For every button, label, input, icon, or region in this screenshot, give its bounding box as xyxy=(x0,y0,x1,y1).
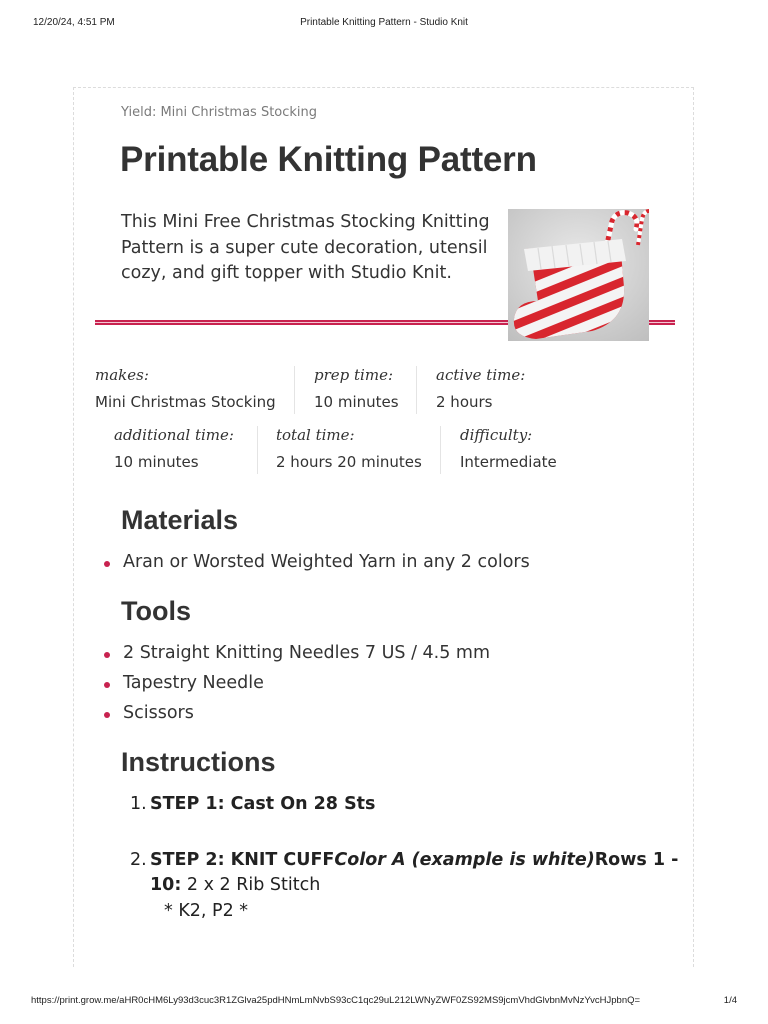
step-2-rows-end: 10: xyxy=(150,875,182,895)
step-1-text xyxy=(150,792,375,818)
additional-time-label: additional time: xyxy=(114,426,234,444)
list-item: Aran or Worsted Weighted Yarn in any 2 colors xyxy=(123,552,530,572)
bullet-icon xyxy=(104,561,110,567)
prep-time-value: 10 minutes xyxy=(314,393,399,411)
print-page-title: Printable Knitting Pattern - Studio Knit xyxy=(300,17,468,28)
makes-value: Mini Christmas Stocking xyxy=(95,393,276,411)
print-datetime: 12/20/24, 4:51 PM xyxy=(33,17,115,28)
meta-separator xyxy=(440,426,441,474)
meta-separator xyxy=(416,366,417,414)
additional-time-value: 10 minutes xyxy=(114,453,199,471)
list-item: Tapestry Needle xyxy=(123,673,264,693)
difficulty-label: difficulty: xyxy=(460,426,533,444)
makes-label: makes: xyxy=(95,366,149,384)
total-time-label: total time: xyxy=(276,426,355,444)
list-item: Scissors xyxy=(123,703,194,723)
stocking-photo xyxy=(508,209,649,341)
prep-time-label: prep time: xyxy=(314,366,393,384)
print-footer xyxy=(0,995,768,1009)
total-time-value: 2 hours 20 minutes xyxy=(276,453,422,471)
step-1-title: STEP 1: Cast On 28 Sts xyxy=(150,794,376,814)
bullet-icon xyxy=(104,682,110,688)
active-time-value: 2 hours xyxy=(436,393,493,411)
step-number: 2. xyxy=(130,850,147,870)
bullet-icon xyxy=(104,652,110,658)
difficulty-value: Intermediate xyxy=(460,453,557,471)
active-time-label: active time: xyxy=(436,366,526,384)
list-item: 2 Straight Knitting Needles 7 US / 4.5 mm xyxy=(123,643,491,663)
intro-text: This Mini Free Christmas Stocking Knitting Pattern is a super cute decoration, utensil cozy, and gift topper with Studio Knit. xyxy=(121,212,490,283)
step-2-color-note: Color A (example is white) xyxy=(334,850,595,870)
tools-heading: Tools xyxy=(121,596,191,626)
print-page-number: 1/4 xyxy=(723,995,737,1006)
step-2-pattern: * K2, P2 * xyxy=(164,901,249,921)
step-2-rows: Rows 1 - xyxy=(594,850,679,870)
stocking-image xyxy=(508,209,649,341)
meta-separator xyxy=(257,426,258,474)
print-url: https://print.grow.me/aHR0cHM6Ly93d3cuc3R1ZGlva25pdHNmLmNvbS93cC1qc29uL212LWNyZWF0ZS92MS9jcmVhdGlvbnMvNzYvcHJpbnQ= xyxy=(31,995,641,1006)
instructions-heading: Instructions xyxy=(121,747,276,777)
print-header xyxy=(0,17,768,31)
step-2-stitch: 2 x 2 Rib Stitch xyxy=(181,875,321,895)
materials-heading: Materials xyxy=(121,505,239,535)
bullet-icon xyxy=(104,712,110,718)
step-2-title: STEP 2: KNIT CUFF xyxy=(150,850,335,870)
step-2-line-1 xyxy=(150,848,679,874)
yield-text: Yield: Mini Christmas Stocking xyxy=(121,105,318,120)
meta-separator xyxy=(294,366,295,414)
page-title: Printable Knitting Pattern xyxy=(120,140,537,179)
step-2-line-2 xyxy=(150,873,320,899)
step-number: 1. xyxy=(130,794,147,814)
